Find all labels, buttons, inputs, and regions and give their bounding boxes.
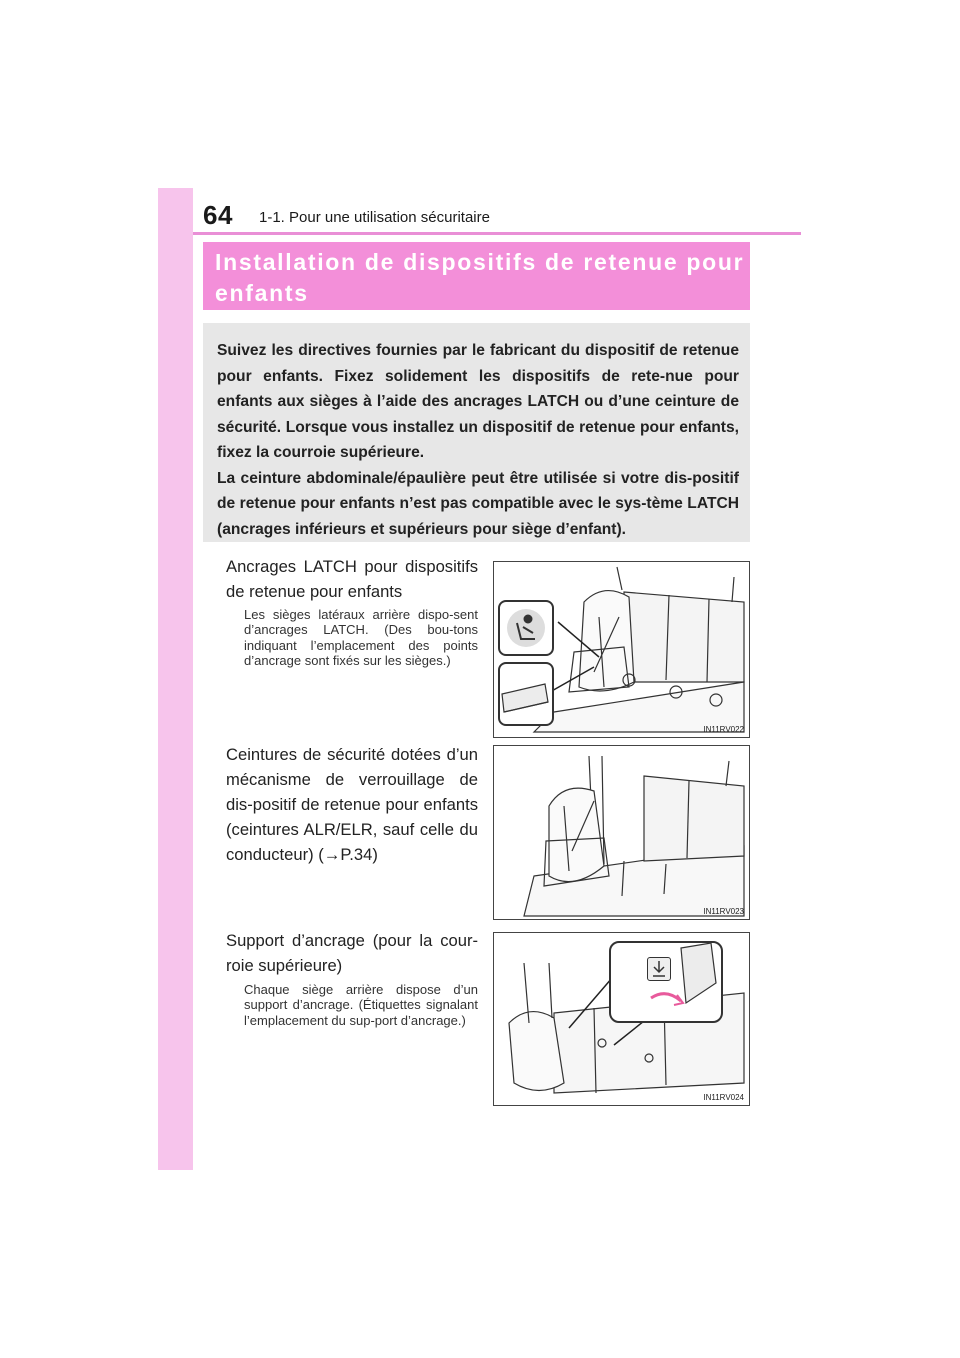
figure-code: IN11RV023: [703, 907, 744, 916]
child-seat-icon: [507, 609, 545, 647]
running-head: 1-1. Pour une utilisation sécuritaire: [259, 209, 490, 226]
tether-anchor-figure: [493, 932, 750, 1106]
intro-paragraph: La ceinture abdominale/épaulière peut être utilisée si votre dis-positif de retenue pour enfants n’est pas compatible avec le sys-tème LATCH (ancrages inférieurs et supérieurs pour siège d’enfant).: [217, 469, 739, 538]
child-seat-inset: [498, 600, 554, 656]
latch-anchors-figure: [493, 561, 750, 738]
alr-elr-belts-heading: Ceintures de sécurité dotées d’un mécanisme de verrouillage de dis-positif de retenue pour enfants (ceintures ALR/ELR, sauf celle du conducteur) (→P.34): [226, 745, 478, 864]
anchor-button-inset: [498, 662, 554, 726]
tether-anchor-heading: Support d’ancrage (pour la cour-roie supérieure): [226, 931, 478, 975]
tether-anchor-description: Chaque siège arrière dispose d’un support d’ancrage. (Étiquettes signalant l’emplacement du sup-port d’ancrage.): [244, 982, 478, 1028]
side-tab: [158, 188, 193, 1170]
header-rule: [193, 232, 801, 235]
figure-code: IN11RV022: [703, 725, 744, 734]
intro-box: [203, 323, 750, 542]
tether-anchor-inset: [609, 941, 723, 1023]
latch-anchors-heading: Ancrages LATCH pour dispositifs de retenue pour enfants: [226, 557, 478, 601]
section-title: Installation de dispositifs de retenue pour enfants: [203, 242, 750, 310]
alr-elr-belts-figure: [493, 745, 750, 920]
page-number: 64: [203, 200, 233, 230]
latch-anchors-description: Les sièges latéraux arrière dispo-sent d’ancrages LATCH. (Des bou-tons indiquant l’emplacement des points d’ancrage sont fixés sur les sièges.): [244, 607, 478, 669]
intro-paragraph: Suivez les directives fournies par le fabricant du dispositif de retenue pour enfants. Fixez solidement les dispositifs de rete-nue pour enfants aux sièges à l’aide des ancrages LATCH ou d’une ceinture de sécurité. Lorsque vous installez un dispositif de retenue pour enfants, fixez la courroie supérieure.: [217, 342, 739, 461]
figure-code: IN11RV024: [703, 1093, 744, 1102]
